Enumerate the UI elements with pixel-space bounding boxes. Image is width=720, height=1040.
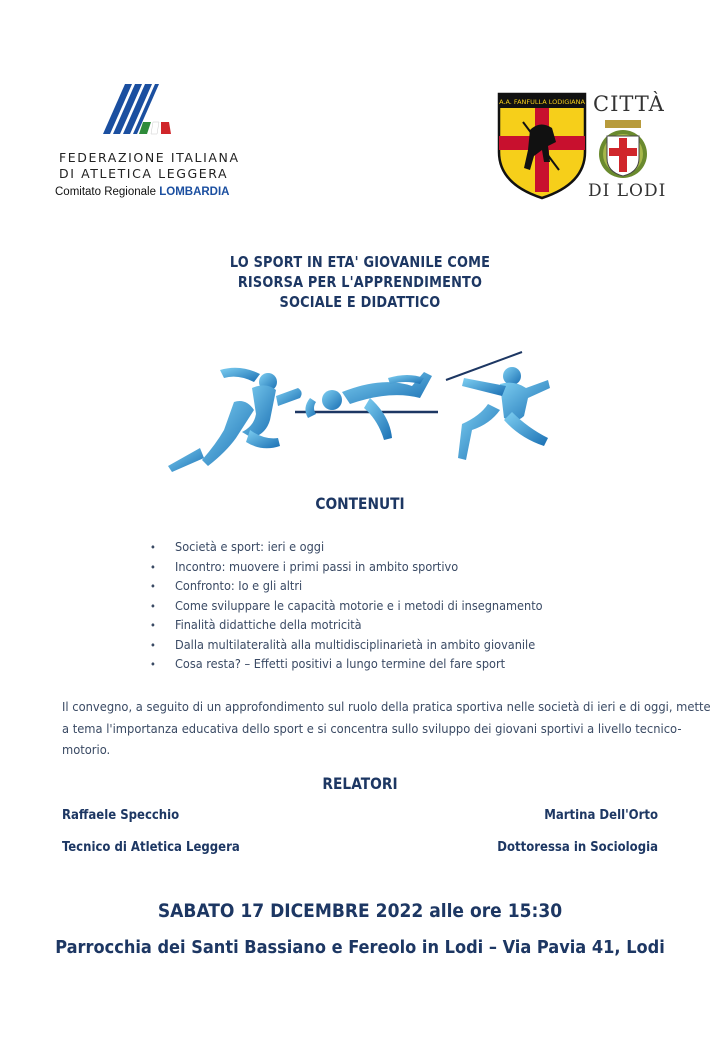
bullet-icon: • — [150, 658, 156, 671]
list-item: • Come sviluppare le capacità motorie e i metodi di insegnamento — [150, 596, 543, 616]
speaker-2-name: Martina Dell'Orto — [544, 808, 658, 823]
intro-line-2: a tema l'importanza educativa dello sport e si concentra sullo sviluppo dei giovani sportivi a livello tecnico- — [62, 721, 682, 737]
title-line-3: SOCIALE E DIDATTICO — [279, 293, 441, 311]
lodi-citta-text: CITTÀ — [593, 92, 665, 116]
speaker-2-role: Dottoressa in Sociologia — [497, 840, 658, 855]
list-item: • Incontro: muovere i primi passi in ambito sportivo — [150, 557, 543, 577]
bullet-icon: • — [150, 580, 156, 593]
speaker-1-name: Raffaele Specchio — [62, 808, 180, 823]
fidal-name-line1: FEDERAZIONE ITALIANA — [59, 150, 240, 165]
bullet-icon: • — [150, 638, 156, 652]
list-item: • Dalla multilateralità alla multidisciplinarietà in ambito giovanile — [150, 635, 543, 655]
high-jumper-icon — [305, 372, 432, 440]
title-line-1: LO SPORT IN ETA' GIOVANILE COME — [229, 253, 491, 271]
athletes-illustration — [160, 348, 570, 480]
bullet-icon: • — [150, 560, 156, 574]
fidal-logo — [55, 84, 240, 204]
sprinter-icon — [168, 368, 302, 472]
relatori-heading: RELATORI — [322, 774, 398, 793]
bullet-icon: • — [150, 599, 156, 613]
list-item: • Società e sport: ieri e oggi — [150, 537, 543, 557]
title-line-2: RISORSA PER L'APPRENDIMENTO — [237, 273, 483, 291]
fidal-stripes-icon — [95, 84, 185, 144]
contenuti-heading: CONTENUTI — [315, 494, 405, 513]
intro-paragraph — [62, 697, 711, 762]
speaker-1-role: Tecnico di Atletica Leggera — [62, 840, 240, 855]
list-item: • Finalità didattiche della motricità — [150, 615, 543, 635]
club-shield-icon — [497, 92, 587, 200]
contenuti-list — [150, 537, 543, 674]
club-crest — [497, 92, 587, 204]
fidal-name-line2: DI ATLETICA LEGGERA — [59, 166, 229, 181]
event-place: Parrocchia dei Santi Bassiano e Fereolo in Lodi – Via Pavia 41, Lodi — [55, 937, 665, 958]
club-crest-text: A.A. FANFULLA LODIGIANA — [499, 98, 585, 106]
fidal-comitato — [55, 186, 230, 198]
page-title — [50, 252, 669, 312]
intro-line-3: motorio. — [62, 743, 111, 758]
list-item: • Cosa resta? – Effetti positivi a lungo termine del fare sport — [150, 654, 543, 674]
comitato-prefix: Comitato Regionale — [55, 186, 157, 198]
lodi-di-text: DI LODI — [588, 181, 667, 201]
intro-line-1: Il convegno, a seguito di un approfondimento sul ruolo della pratica sportiva nelle società di ieri e di oggi, mette — [62, 700, 711, 715]
javelin-thrower-icon — [446, 352, 550, 460]
bullet-icon: • — [150, 619, 156, 632]
citta-di-lodi-logo — [585, 90, 665, 208]
list-item: • Confronto: Io e gli altri — [150, 576, 543, 596]
bullet-icon: • — [150, 541, 156, 554]
event-date: SABATO 17 DICEMBRE 2022 alle ore 15:30 — [157, 900, 563, 922]
comitato-region: LOMBARDIA — [159, 186, 230, 198]
lodi-coat-of-arms-icon — [595, 120, 651, 180]
